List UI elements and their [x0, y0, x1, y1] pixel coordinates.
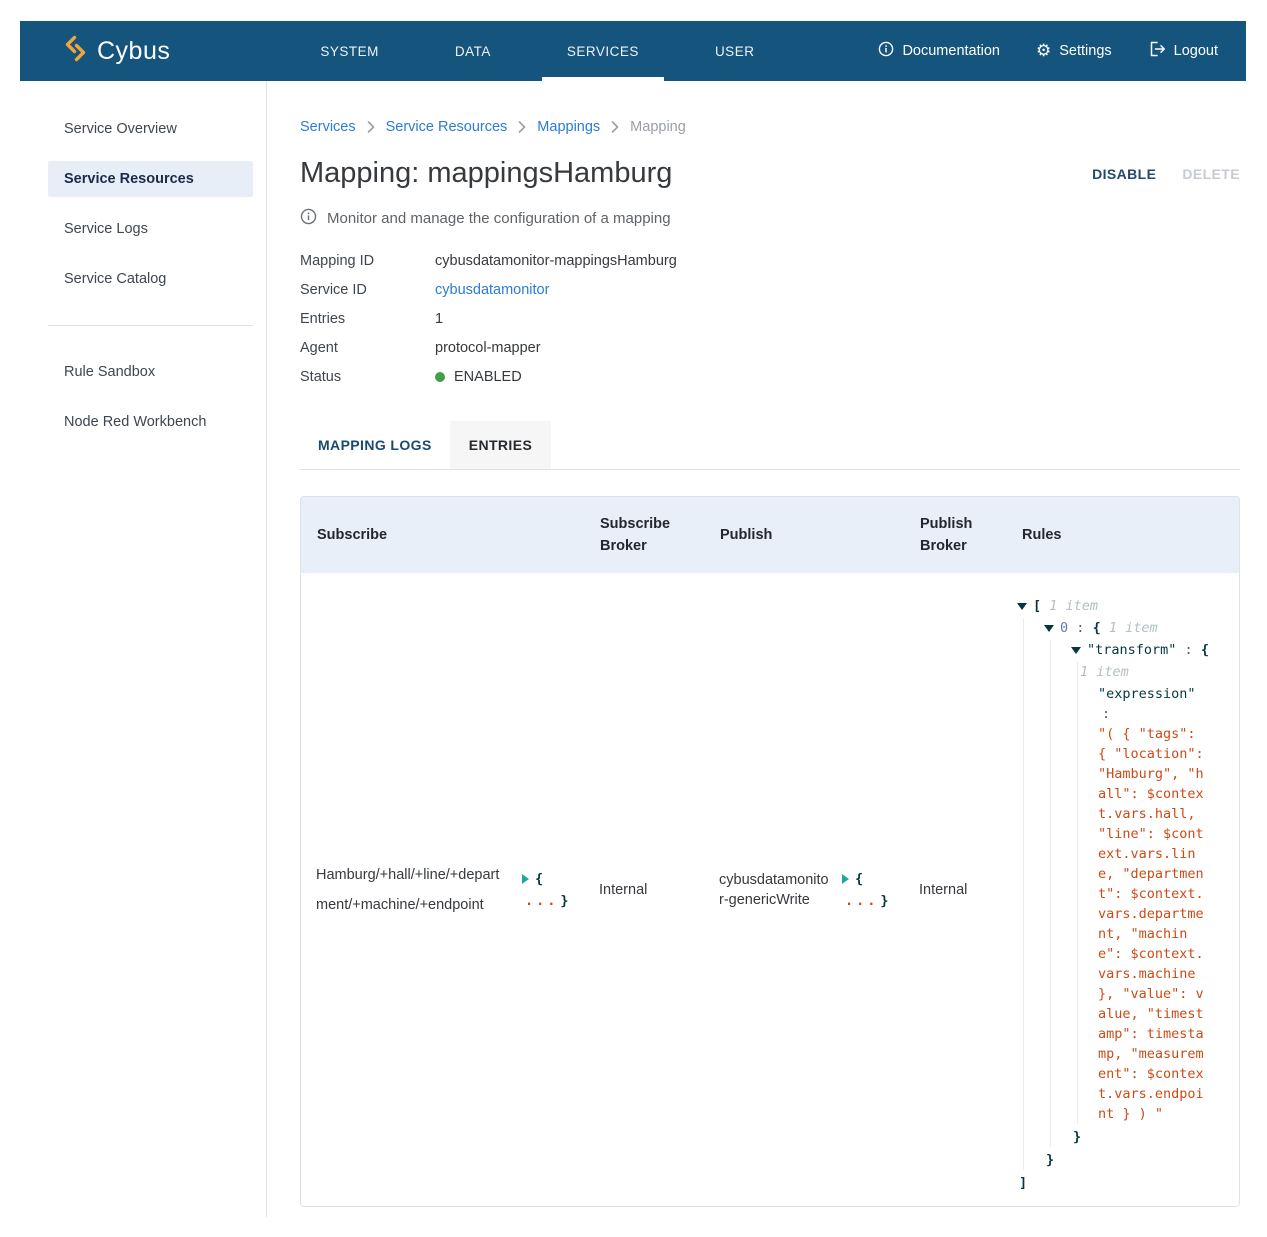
breadcrumb-link-mappings[interactable]: Mappings	[537, 119, 601, 135]
brace-close: }	[560, 892, 569, 909]
sidebar-item-service-resources[interactable]: Service Resources	[48, 161, 253, 197]
json-transform-line	[1071, 640, 1231, 660]
expand-icon[interactable]	[522, 874, 529, 884]
detail-label: Status	[300, 368, 342, 385]
details-panel	[300, 246, 1240, 391]
primary-nav	[282, 21, 792, 81]
status-badge	[435, 369, 522, 385]
cybus-logo-icon	[64, 35, 87, 67]
table-header-row	[301, 497, 1239, 573]
object-key: "expression"	[1098, 686, 1196, 702]
navbar-actions	[878, 41, 1218, 61]
entries-value: 1	[435, 310, 444, 327]
detail-row-mapping-id	[300, 246, 1240, 275]
brand-logo[interactable]	[64, 35, 170, 67]
publish-endpoint: cybusdatamonitor-genericWrite	[719, 871, 829, 908]
publish-json-collapsed[interactable]	[842, 868, 889, 912]
detail-label: Agent	[300, 339, 338, 356]
status-value: ENABLED	[454, 368, 522, 385]
nav-item-system[interactable]: SYSTEM	[320, 43, 379, 59]
object-key: "transform"	[1087, 642, 1177, 658]
detail-label: Service ID	[300, 281, 367, 298]
brace-open: {	[1092, 620, 1101, 636]
breadcrumb-link-services[interactable]: Services	[300, 119, 356, 135]
subscribe-topic: Hamburg/+hall/+line/+department/+machine/+endpoint	[316, 866, 500, 913]
json-root-children	[1023, 618, 1231, 1170]
subtitle-row	[300, 208, 1240, 229]
column-header-subscribe-broker: Subscribe Broker	[600, 516, 671, 554]
status-dot	[435, 372, 445, 382]
expression-value: "( { "tags": { "location": "Hamburg", "hall": $context.vars.hall, "line": $context.vars.line, "department": $context.vars.department, "machine": $context.vars.machine }, "value": value, "timestamp": timestamp, "measurement": $context.vars.endpoint } ) "	[1098, 726, 1204, 1122]
sidebar-item-service-overview[interactable]: Service Overview	[64, 121, 177, 137]
json-transform-children	[1077, 662, 1231, 1124]
publish-broker-cell: Internal	[919, 881, 968, 898]
json-root-line	[1017, 596, 1231, 616]
title-row	[300, 157, 1240, 190]
breadcrumb-current: Mapping	[630, 119, 686, 135]
collapse-icon[interactable]	[1044, 625, 1054, 632]
brand-name: Cybus	[97, 36, 171, 65]
chevron-right-icon	[367, 121, 375, 133]
mapping-id-value: cybusdatamonitor-mappingsHamburg	[435, 252, 677, 269]
delete-button[interactable]: DELETE	[1182, 165, 1240, 182]
column-header-publish-broker: Publish Broker	[920, 516, 973, 554]
logout-button[interactable]	[1148, 41, 1218, 61]
title-actions	[1092, 166, 1240, 182]
sidebar-item-rule-sandbox[interactable]: Rule Sandbox	[64, 364, 156, 380]
item-count: 1 item	[1108, 620, 1158, 636]
sidebar	[20, 81, 267, 1217]
detail-label: Mapping ID	[300, 252, 375, 269]
page-subtitle: Monitor and manage the configuration of a mapping	[327, 210, 671, 227]
column-header-rules: Rules	[1022, 527, 1062, 543]
brace-close: }	[880, 892, 889, 909]
item-count: 1 item	[1049, 598, 1099, 614]
brace-open: {	[1200, 642, 1209, 658]
table-row	[301, 573, 1239, 1206]
detail-row-entries	[300, 304, 1240, 333]
publish-cell	[704, 868, 904, 912]
tab-mapping-logs[interactable]: MAPPING LOGS	[318, 437, 432, 453]
json-entry-children	[1050, 640, 1231, 1147]
colon: :	[1184, 642, 1193, 658]
detail-row-agent	[300, 333, 1240, 362]
item-count: 1 item	[1080, 664, 1129, 680]
subscribe-cell	[301, 860, 584, 920]
documentation-button[interactable]	[878, 41, 1000, 61]
brace-close: }	[1046, 1152, 1055, 1168]
detail-row-service-id	[300, 275, 1240, 304]
breadcrumb	[300, 119, 1240, 135]
nav-item-user[interactable]: USER	[714, 43, 755, 59]
nav-item-data[interactable]: DATA	[454, 43, 491, 59]
array-index: 0	[1060, 620, 1069, 636]
logout-icon	[1148, 41, 1166, 61]
subscribe-broker-cell: Internal	[599, 881, 648, 898]
colon: :	[1102, 706, 1111, 722]
column-header-publish: Publish	[720, 527, 773, 543]
tab-entries[interactable]: ENTRIES	[450, 421, 551, 469]
nav-item-services[interactable]: SERVICES	[542, 21, 664, 81]
sidebar-item-service-logs[interactable]: Service Logs	[64, 221, 148, 237]
expand-icon[interactable]	[842, 874, 849, 884]
column-header-subscribe: Subscribe	[317, 527, 388, 543]
collapsed-ellipsis[interactable]: ...	[845, 892, 879, 909]
detail-row-status	[300, 362, 1240, 391]
expression-pair	[1098, 684, 1231, 1124]
gear-icon: ⚙	[1035, 40, 1052, 61]
detail-label: Entries	[300, 310, 346, 327]
bracket-open: [	[1033, 598, 1042, 614]
settings-label: Settings	[1059, 43, 1112, 59]
subscribe-json-collapsed[interactable]	[522, 868, 569, 912]
service-id-link[interactable]: cybusdatamonitor	[435, 281, 550, 298]
tab-bar	[300, 421, 1240, 470]
sidebar-item-node-red-workbench[interactable]: Node Red Workbench	[64, 414, 207, 430]
info-icon	[300, 208, 317, 229]
main-content	[300, 81, 1240, 1207]
collapse-icon[interactable]	[1071, 647, 1081, 654]
brace-close: }	[1073, 1129, 1082, 1145]
disable-button[interactable]: DISABLE	[1092, 165, 1157, 182]
breadcrumb-link-service-resources[interactable]: Service Resources	[385, 119, 508, 135]
bracket-close: ]	[1019, 1175, 1028, 1191]
chevron-right-icon	[518, 121, 526, 133]
rules-cell	[1006, 573, 1239, 1195]
documentation-label: Documentation	[902, 43, 1000, 59]
logout-label: Logout	[1173, 43, 1218, 59]
settings-button[interactable]	[1035, 40, 1112, 61]
agent-value: protocol-mapper	[435, 339, 541, 356]
page-title: Mapping: mappingsHamburg	[300, 157, 673, 189]
info-icon	[878, 41, 894, 61]
chevron-right-icon	[611, 121, 619, 133]
sidebar-divider	[48, 325, 253, 326]
brace-open: {	[855, 870, 864, 887]
collapsed-ellipsis[interactable]: ...	[525, 892, 559, 909]
collapse-icon[interactable]	[1017, 603, 1027, 610]
rules-json-tree	[1017, 596, 1231, 1193]
json-entry-line	[1044, 618, 1231, 638]
brace-open: {	[535, 870, 544, 887]
colon: :	[1076, 620, 1085, 636]
entries-table	[300, 496, 1240, 1207]
top-navbar	[20, 21, 1246, 81]
sidebar-item-service-catalog[interactable]: Service Catalog	[64, 271, 167, 287]
